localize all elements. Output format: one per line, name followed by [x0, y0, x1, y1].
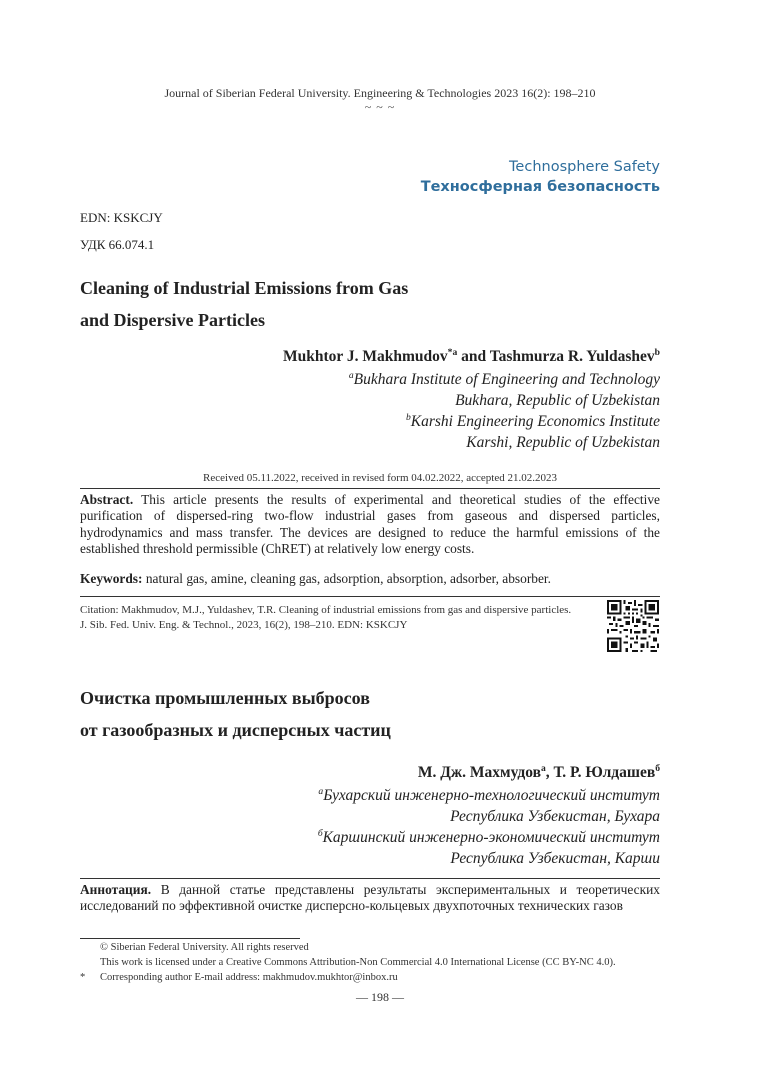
received-dates: Received 05.11.2022, received in revised form 04.02.2022, accepted 21.02.2023 [203, 472, 557, 484]
authors-en [283, 348, 660, 366]
affiliation-line: Республика Узбекистан, Бухара [450, 808, 660, 825]
citation-line: J. Sib. Fed. Univ. Eng. & Technol., 2023, 16(2), 198–210. EDN: KSKCJY [80, 619, 408, 631]
citation [80, 603, 600, 633]
affiliation-line [318, 785, 660, 806]
header-ornament: ~ ~ ~ [364, 100, 396, 114]
affiliation-line: Bukhara, Republic of Uzbekistan [455, 392, 660, 409]
abstract-text: This article presents the results of experimental and theoretical studies of the effective purification of dispersed-ring two-flow industrial gases from gaseous and dispersed particles, hydrodynamics and mass transfer. The devices are designed to reduce the harmful emissions of the established threshold permissible (ChRET) at relatively low energy costs. [80, 492, 660, 557]
affil-sup: а [318, 785, 324, 797]
corresponding-author-note: Corresponding author E-mail address: makhmudov.mukhtor@inbox.ru [100, 972, 398, 983]
authors-ru [418, 764, 660, 782]
divider [80, 596, 660, 597]
abstract-ru [80, 882, 660, 915]
affiliation-line: Республика Узбекистан, Карши [450, 850, 660, 867]
author-sup: *a [447, 346, 458, 358]
affiliations-en [349, 369, 660, 453]
author-sup: а [540, 762, 546, 774]
author-name: М. Дж. Махмудов [417, 764, 541, 781]
author-sup: б [655, 762, 660, 774]
title-line: Cleaning of Industrial Emissions from Gas [80, 278, 409, 298]
affil-sup: b [405, 411, 411, 423]
edn-code: EDN: KSKCJY [80, 210, 163, 225]
affiliation-line [349, 369, 660, 390]
section-title-en: Technosphere Safety [509, 159, 660, 175]
abstract-label: Abstract. [80, 492, 134, 507]
divider [80, 878, 660, 879]
title-line: and Dispersive Particles [80, 310, 265, 330]
author-name: Mukhtor J. Makhmudov [282, 348, 448, 365]
footnote-marker: * [80, 972, 86, 983]
abstract-label: Аннотация. [80, 882, 152, 897]
copyright-note: © Siberian Federal University. All rights reserved [100, 942, 309, 953]
affiliation-text: Бухарский инженерно-технологический институт [323, 787, 660, 804]
qr-code-icon[interactable] [607, 600, 659, 652]
affiliation-text: Karshi Engineering Economics Institute [410, 413, 660, 430]
citation-line: Citation: Makhmudov, M.J., Yuldashev, T.R. Cleaning of industrial emissions from gas and dispersive particles. [80, 604, 572, 616]
affil-sup: a [348, 369, 354, 381]
author-name: Tashmurza R. Yuldashev [489, 348, 655, 365]
udk-code: УДК 66.074.1 [80, 237, 155, 252]
affiliation-text: Bukhara Institute of Engineering and Technology [353, 371, 660, 388]
title-line: от газообразных и дисперсных частиц [80, 720, 391, 740]
affil-sup: б [317, 827, 323, 839]
license-note: This work is licensed under a Creative Commons Attribution-Non Commercial 4.0 International License (CC BY-NC 4.0). [100, 957, 616, 968]
author-sup: b [654, 346, 660, 358]
author-join: and [457, 348, 490, 365]
article-title-ru [80, 682, 680, 746]
section-title-ru: Техносферная безопасность [420, 179, 660, 195]
article-title-en [80, 272, 680, 336]
title-line: Очистка промышленных выбросов [80, 688, 370, 708]
keywords-label: Keywords: [80, 571, 143, 586]
page-number: ― 198 ― [356, 990, 404, 1004]
author-join: , [545, 764, 554, 781]
abstract-en [80, 492, 660, 558]
affiliations-ru [318, 785, 660, 869]
footnote-divider [80, 938, 300, 939]
affiliation-line [318, 827, 660, 848]
abstract-text: В данной статье представлены результаты экспериментальных и теоретических исследований по эффективной очистке дисперсно-кольцевых двухпоточных технических газов [80, 882, 660, 914]
journal-header: Journal of Siberian Federal University. Engineering & Technologies 2023 16(2): 198–210 [164, 86, 596, 100]
keywords-en [80, 571, 660, 587]
keywords-text: natural gas, amine, cleaning gas, adsorption, absorption, adsorber, absorber. [142, 571, 551, 586]
author-name: Т. Р. Юлдашев [553, 764, 656, 781]
affiliation-line [349, 411, 660, 432]
divider [80, 488, 660, 489]
affiliation-text: Каршинский инженерно-экономический институт [322, 829, 660, 846]
affiliation-line: Karshi, Republic of Uzbekistan [466, 434, 660, 451]
